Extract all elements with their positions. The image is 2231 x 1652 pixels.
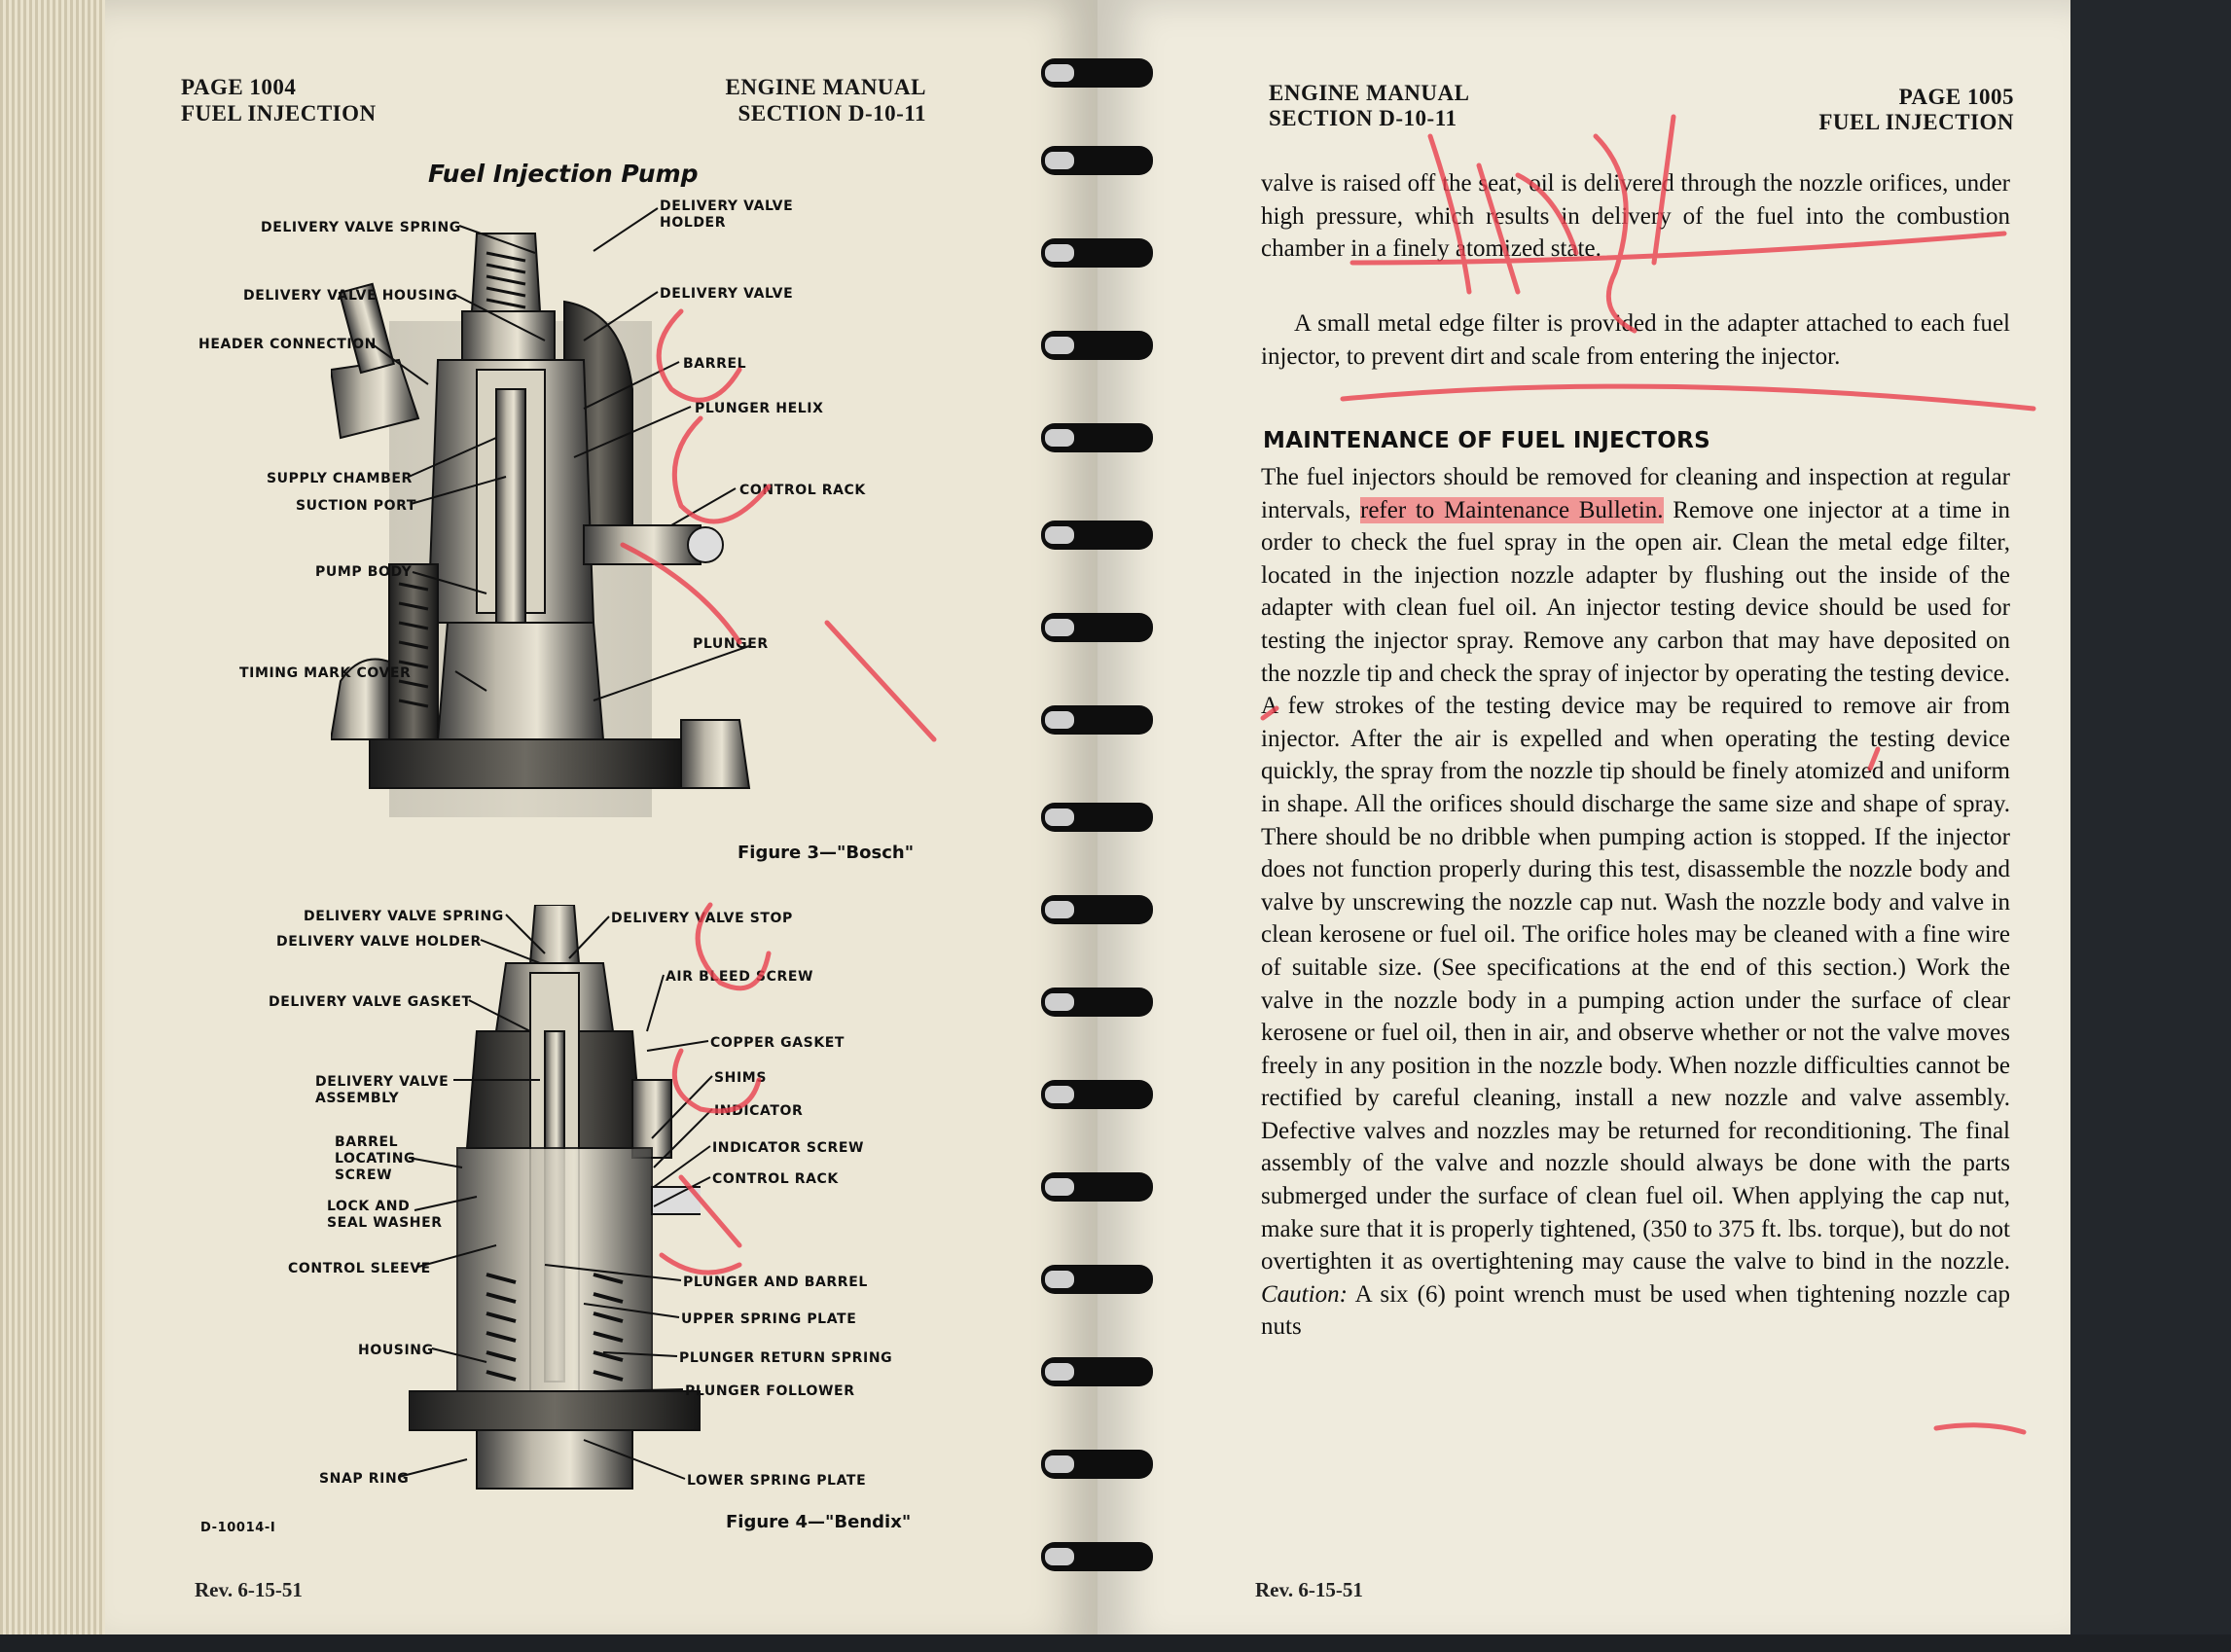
paragraph-3-ending: A six (6) point wrench must be used when tightening nozzle cap nuts <box>1261 1280 2010 1341</box>
label-f4-plunger-return-spring: PLUNGER RETURN SPRING <box>679 1350 893 1366</box>
label-f4-delivery-valve-stop: DELIVERY VALVE STOP <box>611 911 793 926</box>
caution-label: Caution: <box>1261 1280 1348 1308</box>
body-paragraph-1 <box>1261 167 2010 266</box>
label-plunger-helix: PLUNGER HELIX <box>695 401 824 416</box>
drawing-number: D-10014-I <box>200 1521 276 1535</box>
label-f4-air-bleed-screw: AIR BLEED SCREW <box>666 969 814 985</box>
label-f4-upper-spring-plate: UPPER SPRING PLATE <box>681 1311 857 1327</box>
bottom-edge <box>0 1634 2231 1652</box>
label-suction-port: SUCTION PORT <box>296 498 417 514</box>
section-heading: MAINTENANCE OF FUEL INJECTORS <box>1263 428 1710 453</box>
label-f4-control-sleeve: CONTROL SLEEVE <box>288 1261 431 1276</box>
paragraph-2-text: A small metal edge filter is provided in the adapter attached to each fuel injector, to prevent dirt and scale from entering the injector. <box>1261 310 2010 370</box>
paragraph-3-intro: The fuel injectors should be removed for cleaning and inspection at regular intervals, <box>1261 464 2010 523</box>
label-f4-indicator-screw: INDICATOR SCREW <box>712 1140 865 1156</box>
label-f4-control-rack: CONTROL RACK <box>712 1171 839 1187</box>
label-f4-delivery-valve-holder: DELIVERY VALVE HOLDER <box>276 934 482 950</box>
figure-4-caption: Figure 4—"Bendix" <box>726 1512 912 1532</box>
left-section-topic: FUEL INJECTION <box>181 101 377 126</box>
label-f4-lock-and-seal-washer: LOCK AND SEAL WASHER <box>327 1199 443 1231</box>
label-control-rack-fig3: CONTROL RACK <box>739 483 866 498</box>
right-manual-title: ENGINE MANUAL <box>1269 81 1470 105</box>
left-page-number: PAGE 1004 <box>181 75 297 99</box>
label-supply-chamber: SUPPLY CHAMBER <box>267 471 413 486</box>
label-delivery-valve: DELIVERY VALVE <box>660 286 794 302</box>
right-section-code: SECTION D-10-11 <box>1269 106 1457 130</box>
label-f4-snap-ring: SNAP RING <box>319 1471 410 1487</box>
figure-title: Fuel Injection Pump <box>428 160 699 188</box>
background-surface <box>2070 0 2231 1652</box>
body-paragraph-2 <box>1261 307 2010 373</box>
label-f4-plunger-and-barrel: PLUNGER AND BARREL <box>683 1275 868 1290</box>
label-f4-housing: HOUSING <box>358 1343 434 1358</box>
label-f4-delivery-valve-spring: DELIVERY VALVE SPRING <box>304 909 504 924</box>
left-page-footer: Rev. 6-15-51 <box>195 1578 303 1601</box>
label-barrel: BARREL <box>683 356 747 372</box>
label-f4-copper-gasket: COPPER GASKET <box>710 1035 846 1051</box>
label-header-connection: HEADER CONNECTION <box>198 337 377 352</box>
label-f4-lower-spring-plate: LOWER SPRING PLATE <box>687 1473 867 1489</box>
paragraph-1-text: valve is raised off the seat, oil is delivered through the nozzle orifices, under high pressure, which results in delivery of the fuel into the combustion chamber in a finely atomized state. <box>1261 170 2010 263</box>
label-timing-mark-cover: TIMING MARK COVER <box>239 665 412 681</box>
label-f4-shims: SHIMS <box>714 1070 768 1086</box>
label-f4-plunger-follower: PLUNGER FOLLOWER <box>685 1383 855 1399</box>
figure-3-caption: Figure 3—"Bosch" <box>738 843 915 863</box>
label-delivery-valve-housing: DELIVERY VALVE HOUSING <box>243 288 458 304</box>
label-f4-indicator: INDICATOR <box>714 1103 804 1119</box>
label-f4-delivery-valve-gasket: DELIVERY VALVE GASKET <box>269 994 472 1010</box>
label-delivery-valve-spring: DELIVERY VALVE SPRING <box>261 220 461 235</box>
label-f4-barrel-locating-screw: BARREL LOCATING SCREW <box>335 1134 416 1183</box>
label-pump-body: PUMP BODY <box>315 564 413 580</box>
left-manual-title: ENGINE MANUAL <box>725 75 926 99</box>
right-page-footer: Rev. 6-15-51 <box>1255 1578 1363 1601</box>
left-section-code: SECTION D-10-11 <box>738 101 926 126</box>
label-delivery-valve-holder: DELIVERY VALVE HOLDER <box>660 198 794 231</box>
right-page-number: PAGE 1005 <box>1898 85 2014 109</box>
label-plunger: PLUNGER <box>693 636 769 652</box>
label-f4-delivery-valve-assembly: DELIVERY VALVE ASSEMBLY <box>315 1074 450 1106</box>
right-section-topic: FUEL INJECTION <box>1818 110 2014 134</box>
body-paragraph-3 <box>1261 461 2010 1344</box>
highlighted-maintenance-reference: refer to Maintenance Bulletin. <box>1360 496 1664 523</box>
paragraph-3-body: Remove one injector at a time in order to check the fuel spray in the open air. Clean the metal edge filter, located in the injection nozzle adapter by flushing out the inside of the adapter with clean fuel oil. An injector testing device should be used for testing the injector spray. Remove any carbon that may have deposited on the nozzle tip and check the spray of injector by operating the testing device. A few strokes of the testing device may be required to remove air from injector. After the air is expelled and when operating the testing device quickly, the spray from the nozzle tip should be finely atomized and uniform in shape. All the orifices should discharge the same size and shape of spray. There should be no dribble when pumping action is stopped. If the injector does not function properly during this test, disassemble the nozzle body and valve by unscrewing the nozzle cap nut. Wash the nozzle body and valve in clean kerosene or fuel oil. The orifice holes may be cleaned with a fine wire of suitable size. (See specifications at the end of this section.) Work the valve in the nozzle body in a pumping action under the surface of clear kerosene or fuel oil, then in air, and observe whether or not the valve moves freely in any position in the nozzle body. When nozzle difficulties cannot be rectified by careful cleaning, install a new nozzle and valve assembly. Defective valves and nozzles may be returned for reconditioning. The final assembly of the valve and nozzle should always be done with the parts submerged under the surface of clean fuel oil. When applying the cap nut, make sure that it is properly tightened, (350 to 375 ft. lbs. torque), but do not overtighten it as overtightening may cause the valve to bind in the nozzle. <box>1261 496 2010 1275</box>
